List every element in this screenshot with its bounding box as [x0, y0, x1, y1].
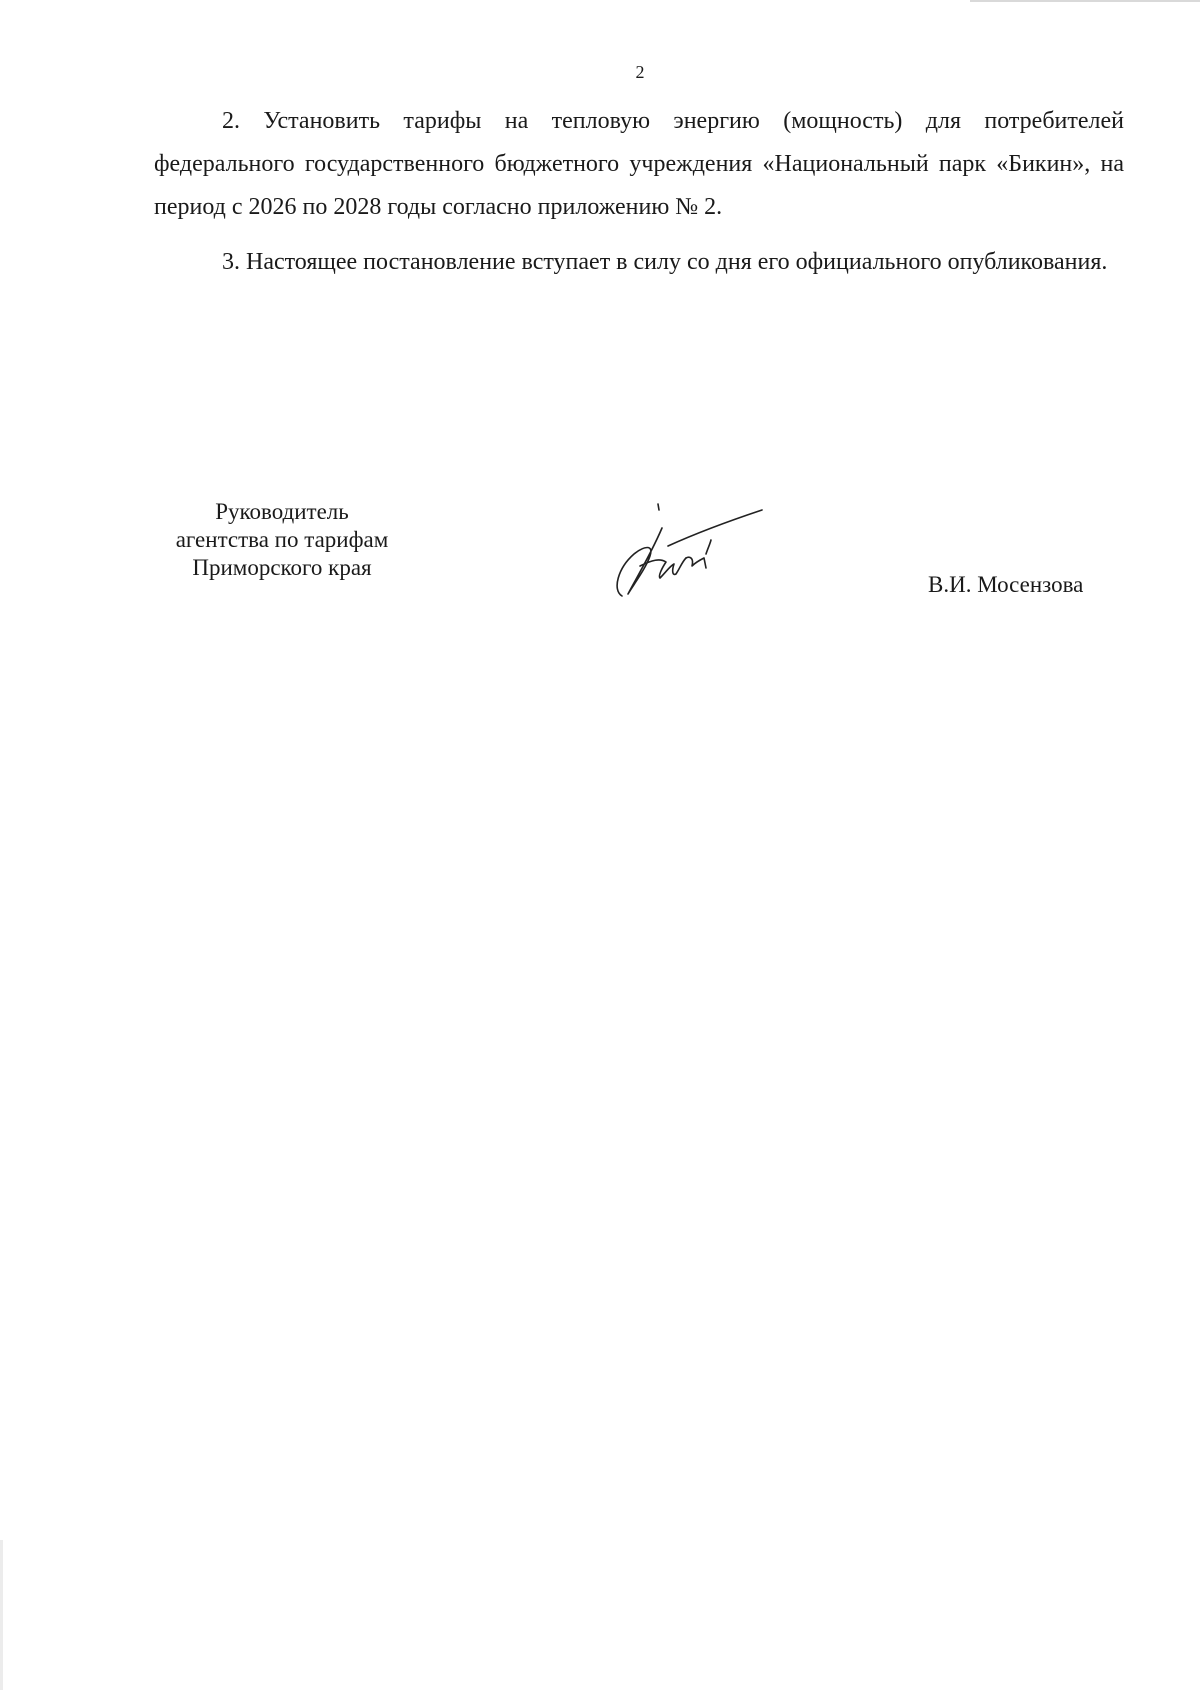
handwritten-signature — [610, 496, 770, 611]
paragraph-3: 3. Настоящее постановление вступает в силу со дня его официального опубликования. — [222, 249, 1108, 275]
position-line: Руководитель — [215, 499, 349, 524]
paragraph-2: 2. Установить тарифы на тепловую энергию (мощность) для потребителей федерального государственного бюджетного учреждения «Национальный парк «Бикин», на период с 2026 по 2028 годы согласно приложению № 2. — [154, 108, 1124, 220]
page-number: 2 — [635, 62, 645, 82]
position-line: агентства по тарифам — [175, 527, 389, 552]
signer-name: В.И. Мосензова — [928, 572, 1084, 597]
position-line: Приморского края — [192, 555, 372, 580]
signer-position — [142, 498, 422, 582]
